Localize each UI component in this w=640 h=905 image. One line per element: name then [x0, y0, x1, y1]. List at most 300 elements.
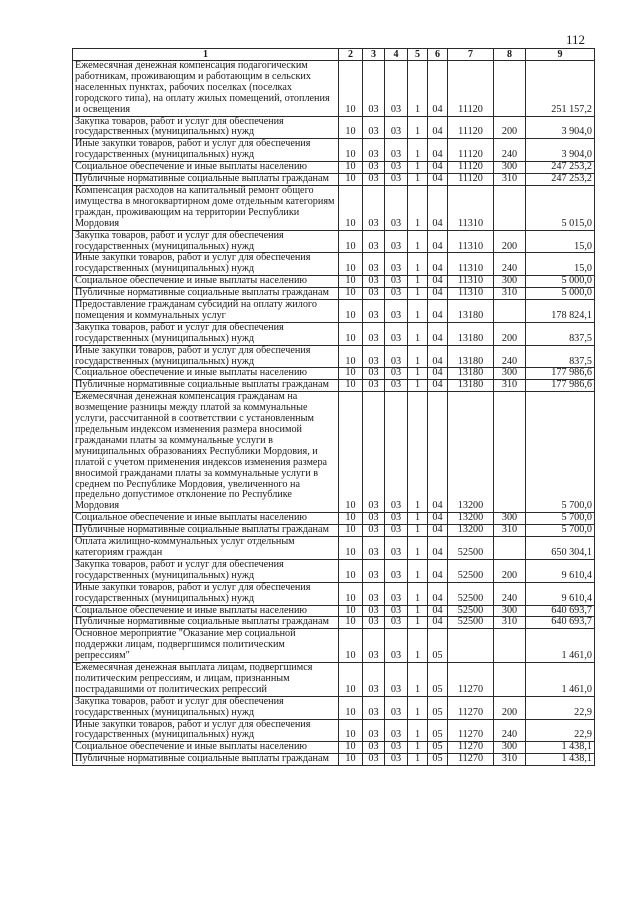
code-program: 03	[385, 617, 408, 629]
table-row	[73, 754, 595, 766]
code-direction: 52500	[448, 617, 494, 629]
code-subprogram: 1	[408, 380, 428, 392]
code-program: 03	[385, 322, 408, 345]
code-event: 04	[428, 559, 448, 582]
code-section: 10	[339, 139, 363, 162]
code-direction: 13180	[448, 322, 494, 345]
code-section: 10	[339, 61, 363, 117]
code-section: 10	[339, 719, 363, 742]
code-section: 10	[339, 253, 363, 276]
code-expense-type: 310	[494, 617, 526, 629]
code-expense-type: 200	[494, 116, 526, 139]
table-row	[73, 288, 595, 300]
table-row	[73, 253, 595, 276]
code-subprogram: 1	[408, 116, 428, 139]
row-description: Иные закупки товаров, работ и услуг для обеспечения государственных (муниципальных) нужд	[73, 139, 339, 162]
code-program: 03	[385, 582, 408, 605]
row-description: Публичные нормативные социальные выплаты гражданам	[73, 174, 339, 186]
table-row	[73, 185, 595, 230]
code-section: 10	[339, 276, 363, 288]
code-section: 10	[339, 582, 363, 605]
row-description: Публичные нормативные социальные выплаты гражданам	[73, 617, 339, 629]
code-subprogram: 1	[408, 139, 428, 162]
row-description: Публичные нормативные социальные выплаты гражданам	[73, 380, 339, 392]
code-program: 03	[385, 696, 408, 719]
table-row	[73, 116, 595, 139]
table-row	[73, 380, 595, 392]
code-program: 03	[385, 742, 408, 754]
code-subsection: 03	[363, 617, 385, 629]
amount: 1 461,0	[526, 629, 595, 663]
code-event: 04	[428, 380, 448, 392]
code-subsection: 03	[363, 719, 385, 742]
code-program: 03	[385, 139, 408, 162]
code-subprogram: 1	[408, 754, 428, 766]
code-section: 10	[339, 617, 363, 629]
code-subprogram: 1	[408, 663, 428, 697]
amount: 5 700,0	[526, 392, 595, 513]
code-subprogram: 1	[408, 61, 428, 117]
code-subsection: 03	[363, 582, 385, 605]
code-subprogram: 1	[408, 525, 428, 537]
code-direction: 13180	[448, 300, 494, 323]
code-expense-type: 240	[494, 582, 526, 605]
code-section: 10	[339, 300, 363, 323]
code-direction: 11120	[448, 162, 494, 174]
code-subsection: 03	[363, 513, 385, 525]
code-expense-type: 310	[494, 525, 526, 537]
code-subprogram: 1	[408, 719, 428, 742]
code-section: 10	[339, 696, 363, 719]
code-direction: 13180	[448, 345, 494, 368]
table-row	[73, 392, 595, 513]
code-direction: 52500	[448, 537, 494, 560]
code-program: 03	[385, 629, 408, 663]
code-section: 10	[339, 230, 363, 253]
code-program: 03	[385, 537, 408, 560]
code-event: 04	[428, 185, 448, 230]
amount: 3 904,0	[526, 139, 595, 162]
code-expense-type	[494, 663, 526, 697]
table-row	[73, 582, 595, 605]
code-event: 04	[428, 61, 448, 117]
code-subprogram: 1	[408, 185, 428, 230]
code-subsection: 03	[363, 174, 385, 186]
amount: 3 904,0	[526, 116, 595, 139]
code-direction: 13200	[448, 513, 494, 525]
code-program: 03	[385, 288, 408, 300]
table-row	[73, 513, 595, 525]
code-program: 03	[385, 663, 408, 697]
code-subprogram: 1	[408, 537, 428, 560]
col-header: 8	[494, 49, 526, 61]
code-expense-type: 310	[494, 288, 526, 300]
code-direction: 11310	[448, 276, 494, 288]
amount: 5 015,0	[526, 185, 595, 230]
code-subprogram: 1	[408, 253, 428, 276]
code-subprogram: 1	[408, 276, 428, 288]
code-subsection: 03	[363, 525, 385, 537]
row-description: Оплата жилищно-коммунальных услуг отдельным категориям граждан	[73, 537, 339, 560]
code-program: 03	[385, 345, 408, 368]
code-expense-type: 300	[494, 162, 526, 174]
col-header: 3	[363, 49, 385, 61]
code-subsection: 03	[363, 605, 385, 617]
table-row	[73, 605, 595, 617]
code-program: 03	[385, 513, 408, 525]
amount: 1 461,0	[526, 663, 595, 697]
code-program: 03	[385, 253, 408, 276]
code-expense-type: 240	[494, 139, 526, 162]
code-subsection: 03	[363, 754, 385, 766]
code-event: 04	[428, 368, 448, 380]
code-direction	[448, 629, 494, 663]
page-number: 112	[566, 32, 586, 47]
table-body	[73, 61, 595, 766]
code-expense-type	[494, 185, 526, 230]
code-program: 03	[385, 174, 408, 186]
amount: 178 824,1	[526, 300, 595, 323]
code-expense-type: 310	[494, 754, 526, 766]
code-subsection: 03	[363, 139, 385, 162]
code-expense-type	[494, 61, 526, 117]
code-subsection: 03	[363, 345, 385, 368]
code-direction: 11120	[448, 174, 494, 186]
code-section: 10	[339, 754, 363, 766]
code-program: 03	[385, 185, 408, 230]
code-subprogram: 1	[408, 617, 428, 629]
code-section: 10	[339, 605, 363, 617]
code-section: 10	[339, 742, 363, 754]
code-event: 05	[428, 754, 448, 766]
table-row	[73, 525, 595, 537]
col-header: 7	[448, 49, 494, 61]
code-subsection: 03	[363, 230, 385, 253]
code-expense-type	[494, 392, 526, 513]
code-section: 10	[339, 513, 363, 525]
code-program: 03	[385, 380, 408, 392]
code-subsection: 03	[363, 276, 385, 288]
row-description: Компенсация расходов на капитальный ремонт общего имущества в многоквартирном доме отдельным категориям граждан, проживающим на территории Республики Мордовия	[73, 185, 339, 230]
row-description: Иные закупки товаров, работ и услуг для обеспечения государственных (муниципальных) нужд	[73, 253, 339, 276]
code-direction: 11120	[448, 116, 494, 139]
code-event: 04	[428, 345, 448, 368]
code-event: 04	[428, 582, 448, 605]
table-row	[73, 345, 595, 368]
code-event: 04	[428, 253, 448, 276]
code-subprogram: 1	[408, 230, 428, 253]
code-program: 03	[385, 559, 408, 582]
col-header: 2	[339, 49, 363, 61]
code-event: 04	[428, 276, 448, 288]
code-program: 03	[385, 300, 408, 323]
code-section: 10	[339, 116, 363, 139]
budget-table	[72, 48, 595, 766]
amount: 177 986,6	[526, 368, 595, 380]
code-event: 04	[428, 605, 448, 617]
row-description: Социальное обеспечение и иные выплаты населению	[73, 368, 339, 380]
code-subsection: 03	[363, 253, 385, 276]
code-event: 04	[428, 174, 448, 186]
code-program: 03	[385, 754, 408, 766]
row-description: Закупка товаров, работ и услуг для обеспечения государственных (муниципальных) нужд	[73, 696, 339, 719]
amount: 5 000,0	[526, 276, 595, 288]
table-row	[73, 276, 595, 288]
table-header-row	[73, 49, 595, 61]
row-description: Закупка товаров, работ и услуг для обеспечения государственных (муниципальных) нужд	[73, 322, 339, 345]
code-subsection: 03	[363, 742, 385, 754]
row-description: Ежемесячная денежная выплата лицам, подвергшимся политическим репрессиям, и лицам, признанным пострадавшими от политических репрессий	[73, 663, 339, 697]
code-section: 10	[339, 629, 363, 663]
amount: 247 253,2	[526, 174, 595, 186]
code-subprogram: 1	[408, 513, 428, 525]
code-subsection: 03	[363, 392, 385, 513]
row-description: Закупка товаров, работ и услуг для обеспечения государственных (муниципальных) нужд	[73, 559, 339, 582]
table-row	[73, 559, 595, 582]
code-subprogram: 1	[408, 696, 428, 719]
code-subprogram: 1	[408, 392, 428, 513]
code-event: 04	[428, 162, 448, 174]
amount: 837,5	[526, 322, 595, 345]
code-event: 05	[428, 742, 448, 754]
code-subsection: 03	[363, 162, 385, 174]
code-direction: 52500	[448, 582, 494, 605]
code-direction: 11270	[448, 696, 494, 719]
table-row	[73, 139, 595, 162]
code-direction: 11120	[448, 61, 494, 117]
row-description: Публичные нормативные социальные выплаты гражданам	[73, 288, 339, 300]
code-section: 10	[339, 174, 363, 186]
code-subsection: 03	[363, 322, 385, 345]
code-expense-type	[494, 300, 526, 323]
table-row	[73, 663, 595, 697]
col-header: 6	[428, 49, 448, 61]
code-direction: 11310	[448, 253, 494, 276]
col-header: 1	[73, 49, 339, 61]
amount: 22,9	[526, 696, 595, 719]
code-program: 03	[385, 61, 408, 117]
table-row	[73, 230, 595, 253]
code-section: 10	[339, 537, 363, 560]
col-header: 4	[385, 49, 408, 61]
code-event: 05	[428, 719, 448, 742]
code-section: 10	[339, 559, 363, 582]
code-direction: 13180	[448, 368, 494, 380]
code-direction: 52500	[448, 605, 494, 617]
amount: 650 304,1	[526, 537, 595, 560]
table-row	[73, 61, 595, 117]
code-direction: 11310	[448, 230, 494, 253]
code-event: 04	[428, 617, 448, 629]
code-expense-type: 310	[494, 174, 526, 186]
code-expense-type: 300	[494, 742, 526, 754]
code-section: 10	[339, 322, 363, 345]
amount: 247 253,2	[526, 162, 595, 174]
amount: 22,9	[526, 719, 595, 742]
code-subsection: 03	[363, 537, 385, 560]
code-direction: 11310	[448, 185, 494, 230]
row-description: Социальное обеспечение и иные выплаты населению	[73, 513, 339, 525]
code-subsection: 03	[363, 61, 385, 117]
code-section: 10	[339, 345, 363, 368]
code-subprogram: 1	[408, 605, 428, 617]
code-event: 04	[428, 139, 448, 162]
code-direction: 11270	[448, 742, 494, 754]
code-section: 10	[339, 288, 363, 300]
code-event: 04	[428, 513, 448, 525]
code-section: 10	[339, 368, 363, 380]
code-event: 04	[428, 288, 448, 300]
row-description: Закупка товаров, работ и услуг для обеспечения государственных (муниципальных) нужд	[73, 230, 339, 253]
code-direction: 11270	[448, 754, 494, 766]
code-subprogram: 1	[408, 368, 428, 380]
code-subsection: 03	[363, 380, 385, 392]
code-expense-type	[494, 629, 526, 663]
code-program: 03	[385, 162, 408, 174]
row-description: Закупка товаров, работ и услуг для обеспечения государственных (муниципальных) нужд	[73, 116, 339, 139]
code-direction: 11310	[448, 288, 494, 300]
code-subsection: 03	[363, 696, 385, 719]
amount: 15,0	[526, 253, 595, 276]
code-subprogram: 1	[408, 300, 428, 323]
amount: 5 000,0	[526, 288, 595, 300]
table-row	[73, 300, 595, 323]
code-direction: 11270	[448, 663, 494, 697]
code-direction: 13200	[448, 525, 494, 537]
col-header: 9	[526, 49, 595, 61]
table-row	[73, 629, 595, 663]
code-program: 03	[385, 605, 408, 617]
code-expense-type: 300	[494, 605, 526, 617]
col-header: 5	[408, 49, 428, 61]
row-description: Иные закупки товаров, работ и услуг для обеспечения государственных (муниципальных) нужд	[73, 582, 339, 605]
table-row	[73, 322, 595, 345]
row-description: Иные закупки товаров, работ и услуг для обеспечения государственных (муниципальных) нужд	[73, 345, 339, 368]
code-section: 10	[339, 663, 363, 697]
code-subsection: 03	[363, 559, 385, 582]
code-subsection: 03	[363, 368, 385, 380]
code-expense-type: 240	[494, 345, 526, 368]
code-direction: 11120	[448, 139, 494, 162]
amount: 177 986,6	[526, 380, 595, 392]
table-row	[73, 537, 595, 560]
code-expense-type: 310	[494, 380, 526, 392]
code-subprogram: 1	[408, 582, 428, 605]
code-expense-type: 300	[494, 368, 526, 380]
amount: 1 438,1	[526, 742, 595, 754]
row-description: Социальное обеспечение и иные выплаты населению	[73, 742, 339, 754]
code-event: 05	[428, 696, 448, 719]
code-program: 03	[385, 116, 408, 139]
row-description: Публичные нормативные социальные выплаты гражданам	[73, 525, 339, 537]
code-direction: 52500	[448, 559, 494, 582]
code-section: 10	[339, 392, 363, 513]
code-event: 05	[428, 663, 448, 697]
amount: 5 700,0	[526, 513, 595, 525]
amount: 15,0	[526, 230, 595, 253]
code-section: 10	[339, 380, 363, 392]
code-program: 03	[385, 276, 408, 288]
code-direction: 13180	[448, 380, 494, 392]
code-subprogram: 1	[408, 629, 428, 663]
code-event: 04	[428, 116, 448, 139]
row-description: Социальное обеспечение и иные выплаты населению	[73, 605, 339, 617]
code-subprogram: 1	[408, 288, 428, 300]
code-subsection: 03	[363, 663, 385, 697]
table-row	[73, 162, 595, 174]
code-program: 03	[385, 392, 408, 513]
code-program: 03	[385, 368, 408, 380]
code-subprogram: 1	[408, 162, 428, 174]
code-event: 04	[428, 322, 448, 345]
table-row	[73, 617, 595, 629]
code-event: 04	[428, 525, 448, 537]
table-row	[73, 696, 595, 719]
code-event: 04	[428, 392, 448, 513]
row-description: Предоставление гражданам субсидий на оплату жилого помещения и коммунальных услуг	[73, 300, 339, 323]
code-subprogram: 1	[408, 322, 428, 345]
code-direction: 11270	[448, 719, 494, 742]
code-subsection: 03	[363, 300, 385, 323]
table-row	[73, 368, 595, 380]
code-event: 04	[428, 537, 448, 560]
code-expense-type	[494, 537, 526, 560]
table-row	[73, 742, 595, 754]
code-subsection: 03	[363, 116, 385, 139]
code-direction: 13200	[448, 392, 494, 513]
row-description: Ежемесячная денежная компенсация подагогическим работникам, проживающим и работающим в сельских населенных пунктах, рабочих поселках (поселках городского типа), на оплату жилых помещений, отопления и освещения	[73, 61, 339, 117]
table-row	[73, 719, 595, 742]
code-subprogram: 1	[408, 559, 428, 582]
row-description: Ежемесячная денежная компенсация гражданам на возмещение разницы между платой за коммунальные услуги, рассчитанной в соответствии с установленным предельным индексом изменения размера вносимой гражданами платы за коммунальные услуги в муниципальных образованиях Республики Мордовия, и платой с учетом применения индексов изменения размера вносимой гражданами платы за коммунальные услуги в среднем по Республике Мордовия, увеличенного на предельно допустимое отклонение по Республике Мордовия	[73, 392, 339, 513]
table-row	[73, 174, 595, 186]
code-section: 10	[339, 185, 363, 230]
row-description: Социальное обеспечение и иные выплаты населению	[73, 162, 339, 174]
amount: 5 700,0	[526, 525, 595, 537]
amount: 1 438,1	[526, 754, 595, 766]
code-event: 04	[428, 300, 448, 323]
row-description: Социальное обеспечение и иные выплаты населению	[73, 276, 339, 288]
code-subprogram: 1	[408, 345, 428, 368]
code-expense-type: 200	[494, 559, 526, 582]
code-subsection: 03	[363, 288, 385, 300]
amount: 9 610,4	[526, 559, 595, 582]
code-program: 03	[385, 230, 408, 253]
amount: 640 693,7	[526, 617, 595, 629]
code-program: 03	[385, 525, 408, 537]
code-expense-type: 300	[494, 276, 526, 288]
code-expense-type: 240	[494, 719, 526, 742]
code-section: 10	[339, 525, 363, 537]
code-subsection: 03	[363, 629, 385, 663]
amount: 837,5	[526, 345, 595, 368]
amount: 251 157,2	[526, 61, 595, 117]
row-description: Публичные нормативные социальные выплаты гражданам	[73, 754, 339, 766]
code-expense-type: 200	[494, 696, 526, 719]
row-description: Основное мероприятие "Оказание мер социальной поддержки лицам, подвергшимся политическим репрессиям"	[73, 629, 339, 663]
amount: 9 610,4	[526, 582, 595, 605]
code-expense-type: 300	[494, 513, 526, 525]
code-subprogram: 1	[408, 742, 428, 754]
code-program: 03	[385, 719, 408, 742]
code-event: 04	[428, 230, 448, 253]
code-subsection: 03	[363, 185, 385, 230]
amount: 640 693,7	[526, 605, 595, 617]
code-expense-type: 240	[494, 253, 526, 276]
code-event: 05	[428, 629, 448, 663]
row-description: Иные закупки товаров, работ и услуг для обеспечения государственных (муниципальных) нужд	[73, 719, 339, 742]
code-expense-type: 200	[494, 230, 526, 253]
